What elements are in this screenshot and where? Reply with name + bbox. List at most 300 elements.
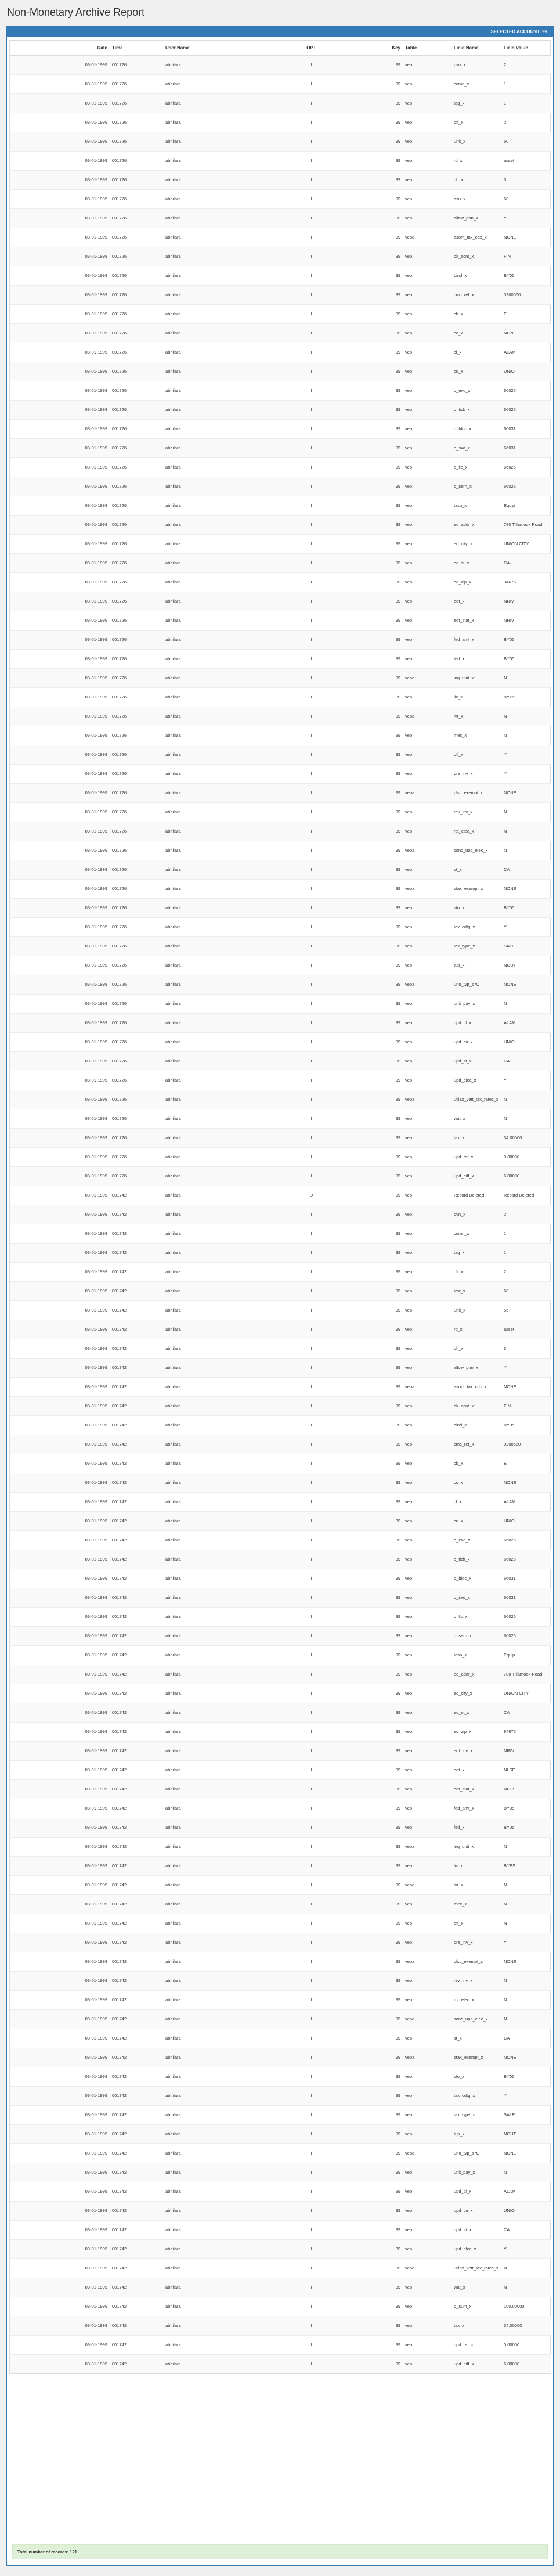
table-row <box>10 1224 551 1243</box>
field-name-cell: cmc_ref_x <box>451 285 501 304</box>
table-header-row <box>10 41 551 55</box>
table-row <box>10 1914 551 1933</box>
key-cell: 99 <box>375 1779 403 1799</box>
field-name-cell: tax_type_x <box>451 936 501 956</box>
table-row <box>10 2278 551 2297</box>
table-cell: vep <box>403 1933 451 1952</box>
field-value-cell: BY05 <box>501 649 551 668</box>
table-cell: vep <box>403 2297 451 2316</box>
time-cell: 001742 <box>110 2067 163 2086</box>
key-cell: 99 <box>375 592 403 611</box>
field-value-cell: BYPS <box>501 687 551 707</box>
time-cell: 001726 <box>110 208 163 228</box>
time-cell: 001742 <box>110 1339 163 1358</box>
opt-cell: I <box>247 1013 375 1032</box>
table-row <box>10 2239 551 2258</box>
column-header-opt[interactable]: OPT <box>247 41 375 55</box>
field-value-cell: 60 <box>501 1281 551 1300</box>
time-cell: 001742 <box>110 1760 163 1779</box>
key-cell: 99 <box>375 1741 403 1760</box>
key-cell: 99 <box>375 1722 403 1741</box>
table-cell: vep <box>403 1281 451 1300</box>
field-value-cell: NONE <box>501 323 551 343</box>
table-cell: vep <box>403 1358 451 1377</box>
time-cell: 001742 <box>110 1914 163 1933</box>
field-name-cell: bk_acnt_x <box>451 1396 501 1415</box>
opt-cell: I <box>247 783 375 802</box>
key-cell: 99 <box>375 2009 403 2029</box>
time-cell: 001726 <box>110 841 163 860</box>
user-name-cell: abhilara <box>163 285 247 304</box>
table-cell: vepa <box>403 879 451 898</box>
date-cell: 03-01-1999 <box>10 228 110 247</box>
date-cell: 03-01-1999 <box>10 515 110 534</box>
field-name-cell: wat_x <box>451 1109 501 1128</box>
opt-cell: I <box>247 1262 375 1281</box>
opt-cell: I <box>247 2067 375 2086</box>
panel-heading <box>7 26 553 37</box>
field-name-cell: tag_x <box>451 93 501 113</box>
key-cell: 99 <box>375 1281 403 1300</box>
key-cell: 99 <box>375 2278 403 2297</box>
key-cell: 99 <box>375 2029 403 2048</box>
date-cell: 03-01-1999 <box>10 1799 110 1818</box>
user-name-cell: abhilara <box>163 1186 247 1205</box>
opt-cell: I <box>247 1933 375 1952</box>
time-cell: 001742 <box>110 1894 163 1914</box>
user-name-cell: abhilara <box>163 2067 247 2086</box>
table-cell: vep <box>403 745 451 764</box>
field-name-cell: comn_x <box>451 74 501 93</box>
opt-cell: I <box>247 1684 375 1703</box>
opt-cell: I <box>247 1358 375 1377</box>
opt-cell: I <box>247 2163 375 2182</box>
column-header-time[interactable]: Time <box>110 41 163 55</box>
field-name-cell: lic_x <box>451 687 501 707</box>
field-name-cell: upd_cl_x <box>451 1013 501 1032</box>
field-name-cell: cc_x <box>451 323 501 343</box>
time-cell: 001742 <box>110 1741 163 1760</box>
user-name-cell: abhilara <box>163 208 247 228</box>
table-row <box>10 1741 551 1760</box>
time-cell: 001742 <box>110 2354 163 2373</box>
opt-cell: I <box>247 1511 375 1530</box>
key-cell: 99 <box>375 534 403 553</box>
date-cell: 03-01-1999 <box>10 2048 110 2067</box>
opt-cell: I <box>247 2086 375 2105</box>
field-name-cell: cc_x <box>451 1473 501 1492</box>
key-cell: 99 <box>375 668 403 687</box>
field-value-cell: NRIV <box>501 1741 551 1760</box>
date-cell: 03-01-1999 <box>10 1435 110 1454</box>
date-cell: 03-01-1999 <box>10 1645 110 1665</box>
table-row <box>10 1645 551 1665</box>
table-cell: vep <box>403 74 451 93</box>
table-row <box>10 841 551 860</box>
table-cell: vep <box>403 2124 451 2143</box>
time-cell: 001726 <box>110 132 163 151</box>
field-name-cell: d_lic_x <box>451 457 501 477</box>
field-value-cell: N <box>501 2163 551 2182</box>
opt-cell: I <box>247 917 375 936</box>
table-cell: vep <box>403 1530 451 1550</box>
table-row <box>10 151 551 170</box>
field-name-cell: cl_x <box>451 1492 501 1511</box>
key-cell: 99 <box>375 879 403 898</box>
field-value-cell: CA <box>501 1051 551 1071</box>
user-name-cell: abhilara <box>163 534 247 553</box>
field-value-cell: NONE <box>501 1377 551 1396</box>
table-cell: vep <box>403 285 451 304</box>
field-name-cell: eqt_x <box>451 1760 501 1779</box>
key-cell: 99 <box>375 1262 403 1281</box>
user-name-cell: abhilara <box>163 1645 247 1665</box>
field-value-cell: 0.00000 <box>501 1147 551 1166</box>
column-header-field-name[interactable]: Field Name <box>451 41 501 55</box>
field-name-cell: tax_x <box>451 2316 501 2335</box>
date-cell: 03-01-1999 <box>10 822 110 841</box>
date-cell: 03-01-1999 <box>10 975 110 994</box>
column-header-field-value[interactable]: Field Value <box>501 41 551 55</box>
table-row <box>10 419 551 438</box>
opt-cell: I <box>247 572 375 592</box>
field-name-cell: eqt_stat_x <box>451 611 501 630</box>
time-cell: 001742 <box>110 1607 163 1626</box>
opt-cell: I <box>247 228 375 247</box>
user-name-cell: abhilara <box>163 247 247 266</box>
date-cell: 03-01-1999 <box>10 841 110 860</box>
table-cell: vepa <box>403 707 451 726</box>
opt-cell: I <box>247 649 375 668</box>
user-name-cell: abhilara <box>163 1339 247 1358</box>
opt-cell: I <box>247 2297 375 2316</box>
table-cell: vep <box>403 1722 451 1741</box>
key-cell: 99 <box>375 362 403 381</box>
table-row <box>10 1722 551 1741</box>
user-name-cell: abhilara <box>163 1684 247 1703</box>
key-cell: 99 <box>375 1339 403 1358</box>
user-name-cell: abhilara <box>163 304 247 323</box>
time-cell: 001742 <box>110 2009 163 2029</box>
key-cell: 99 <box>375 2163 403 2182</box>
opt-cell: I <box>247 323 375 343</box>
date-cell: 03-01-1999 <box>10 1128 110 1147</box>
field-value-cell: N <box>501 2278 551 2297</box>
user-name-cell: abhilara <box>163 1990 247 2009</box>
field-name-cell: tup_x <box>451 956 501 975</box>
opt-cell: I <box>247 1722 375 1741</box>
field-value-cell: UNIO <box>501 1511 551 1530</box>
key-cell: 99 <box>375 1435 403 1454</box>
table-row <box>10 572 551 592</box>
table-row <box>10 113 551 132</box>
field-value-cell: N <box>501 994 551 1013</box>
user-name-cell: abhilara <box>163 879 247 898</box>
user-name-cell: abhilara <box>163 1837 247 1856</box>
field-name-cell: mec_x <box>451 726 501 745</box>
field-value-cell: NONE <box>501 228 551 247</box>
key-cell: 99 <box>375 457 403 477</box>
table-row <box>10 1090 551 1109</box>
table-cell: vep <box>403 1684 451 1703</box>
field-name-cell: asont_tax_cdo_x <box>451 228 501 247</box>
table-row <box>10 2201 551 2220</box>
table-row <box>10 745 551 764</box>
user-name-cell: abhilara <box>163 1530 247 1550</box>
user-name-cell: abhilara <box>163 1779 247 1799</box>
date-cell: 03-01-1999 <box>10 1013 110 1032</box>
field-name-cell: eq_zip_x <box>451 1722 501 1741</box>
table-cell: vep <box>403 917 451 936</box>
opt-cell: I <box>247 2029 375 2048</box>
user-name-cell: abhilara <box>163 496 247 515</box>
field-value-cell: 6.00000 <box>501 1166 551 1186</box>
user-name-cell: abhilara <box>163 649 247 668</box>
column-header-date[interactable]: Date <box>10 41 110 55</box>
date-cell: 03-01-1999 <box>10 630 110 649</box>
field-value-cell: NONE <box>501 2143 551 2163</box>
table-row <box>10 630 551 649</box>
time-cell: 001726 <box>110 822 163 841</box>
opt-cell: I <box>247 2354 375 2373</box>
field-name-cell: fed_amt_x <box>451 1799 501 1818</box>
opt-cell: I <box>247 1415 375 1435</box>
field-value-cell: CA <box>501 860 551 879</box>
time-cell: 001742 <box>110 2278 163 2297</box>
key-cell: 99 <box>375 1109 403 1128</box>
user-name-cell: abhilara <box>163 323 247 343</box>
user-name-cell: abhilara <box>163 113 247 132</box>
field-name-cell: allow_phn_x <box>451 1358 501 1377</box>
date-cell: 03-01-1999 <box>10 2105 110 2124</box>
column-header-key[interactable]: Key <box>375 41 403 55</box>
user-name-cell: abhilara <box>163 1818 247 1837</box>
table-cell: vep <box>403 1243 451 1262</box>
opt-cell: I <box>247 1550 375 1569</box>
opt-cell: I <box>247 419 375 438</box>
opt-cell: I <box>247 1990 375 2009</box>
field-name-cell: p_sum_x <box>451 2297 501 2316</box>
user-name-cell: abhilara <box>163 438 247 457</box>
table-cell: vep <box>403 553 451 572</box>
user-name-cell: abhilara <box>163 860 247 879</box>
user-name-cell: abhilara <box>163 1665 247 1684</box>
table-cell: vep <box>403 1032 451 1051</box>
table-cell: vep <box>403 438 451 457</box>
date-cell: 03-01-1999 <box>10 1741 110 1760</box>
key-cell: 99 <box>375 1032 403 1051</box>
date-cell: 03-01-1999 <box>10 151 110 170</box>
table-cell: vep <box>403 1914 451 1933</box>
user-name-cell: abhilara <box>163 93 247 113</box>
field-name-cell: tup_x <box>451 2124 501 2143</box>
user-name-cell: abhilara <box>163 745 247 764</box>
table-row <box>10 496 551 515</box>
user-name-cell: abhilara <box>163 381 247 400</box>
field-value-cell: FIN <box>501 247 551 266</box>
time-cell: 001742 <box>110 2163 163 2182</box>
key-cell: 99 <box>375 2220 403 2239</box>
table-cell: vep <box>403 1224 451 1243</box>
key-cell: 99 <box>375 783 403 802</box>
table-cell: vepa <box>403 668 451 687</box>
date-cell: 03-01-1999 <box>10 936 110 956</box>
opt-cell: I <box>247 1741 375 1760</box>
date-cell: 03-01-1999 <box>10 208 110 228</box>
user-name-cell: abhilara <box>163 457 247 477</box>
time-cell: 001726 <box>110 74 163 93</box>
opt-cell: I <box>247 668 375 687</box>
opt-cell: I <box>247 1779 375 1799</box>
field-value-cell: FIN <box>501 1396 551 1415</box>
key-cell: 99 <box>375 1511 403 1530</box>
field-name-cell: lvr_x <box>451 1875 501 1894</box>
time-cell: 001726 <box>110 860 163 879</box>
table-cell: vep <box>403 496 451 515</box>
field-value-cell: 1 <box>501 93 551 113</box>
date-cell: 03-01-1999 <box>10 764 110 783</box>
date-cell: 03-01-1999 <box>10 745 110 764</box>
opt-cell: I <box>247 592 375 611</box>
date-cell: 03-01-1999 <box>10 1262 110 1281</box>
table-cell: vep <box>403 2086 451 2105</box>
key-cell: 99 <box>375 1013 403 1032</box>
date-cell: 03-01-1999 <box>10 1396 110 1415</box>
key-cell: 99 <box>375 822 403 841</box>
field-name-cell: off_x <box>451 1262 501 1281</box>
key-cell: 99 <box>375 323 403 343</box>
key-cell: 99 <box>375 936 403 956</box>
field-value-cell: N <box>501 802 551 822</box>
date-cell: 03-01-1999 <box>10 1166 110 1186</box>
opt-cell: I <box>247 2316 375 2335</box>
table-cell: vep <box>403 1741 451 1760</box>
user-name-cell: abhilara <box>163 707 247 726</box>
key-cell: 99 <box>375 1492 403 1511</box>
table-cell: vep <box>403 764 451 783</box>
user-name-cell: abhilara <box>163 2048 247 2067</box>
table-cell: vep <box>403 534 451 553</box>
field-value-cell: 0200560 <box>501 1435 551 1454</box>
field-value-cell: N <box>501 1971 551 1990</box>
field-value-cell: UNIO <box>501 362 551 381</box>
table-row <box>10 55 551 74</box>
table-row <box>10 2124 551 2143</box>
key-cell: 99 <box>375 1186 403 1205</box>
key-cell: 99 <box>375 764 403 783</box>
date-cell: 03-01-1999 <box>10 2354 110 2373</box>
table-row <box>10 553 551 572</box>
key-cell: 99 <box>375 247 403 266</box>
time-cell: 001742 <box>110 2258 163 2278</box>
table-cell: vep <box>403 2354 451 2373</box>
table-row <box>10 1032 551 1051</box>
field-name-cell: plsc_exempt_x <box>451 783 501 802</box>
field-name-cell: rd_x <box>451 1320 501 1339</box>
user-name-cell: abhilara <box>163 1875 247 1894</box>
key-cell: 99 <box>375 1071 403 1090</box>
key-cell: 99 <box>375 1550 403 1569</box>
user-name-cell: abhilara <box>163 1377 247 1396</box>
user-name-cell: abhilara <box>163 1051 247 1071</box>
field-value-cell: 94675 <box>501 572 551 592</box>
date-cell: 03-01-1999 <box>10 1779 110 1799</box>
table-cell: vep <box>403 1703 451 1722</box>
opt-cell: I <box>247 1837 375 1856</box>
user-name-cell: abhilara <box>163 2316 247 2335</box>
date-cell: 03-01-1999 <box>10 132 110 151</box>
table-row <box>10 1569 551 1588</box>
opt-cell: I <box>247 189 375 208</box>
time-cell: 001742 <box>110 1473 163 1492</box>
date-cell: 03-01-1999 <box>10 2029 110 2048</box>
user-name-cell: abhilara <box>163 822 247 841</box>
date-cell: 03-01-1999 <box>10 1933 110 1952</box>
field-value-cell: 66026 <box>501 1530 551 1550</box>
field-name-cell: cu_x <box>451 362 501 381</box>
user-name-cell: abhilara <box>163 1588 247 1607</box>
field-name-cell: inq_unit_x <box>451 668 501 687</box>
field-value-cell: asset <box>501 1320 551 1339</box>
key-cell: 99 <box>375 860 403 879</box>
field-value-cell: E <box>501 1454 551 1473</box>
field-value-cell: 66026 <box>501 1550 551 1569</box>
user-name-cell: abhilara <box>163 1626 247 1645</box>
key-cell: 99 <box>375 208 403 228</box>
column-header-user-name[interactable]: User Name <box>163 41 247 55</box>
table-cell: vepa <box>403 1377 451 1396</box>
user-name-cell: abhilara <box>163 2029 247 2048</box>
time-cell: 001726 <box>110 438 163 457</box>
opt-cell: I <box>247 1703 375 1722</box>
date-cell: 03-01-1999 <box>10 956 110 975</box>
key-cell: 99 <box>375 400 403 419</box>
opt-cell: I <box>247 802 375 822</box>
date-cell: 03-01-1999 <box>10 1588 110 1607</box>
time-cell: 001726 <box>110 994 163 1013</box>
opt-cell: I <box>247 93 375 113</box>
opt-cell: I <box>247 2124 375 2143</box>
field-name-cell: d_sern_x <box>451 477 501 496</box>
opt-cell: I <box>247 1032 375 1051</box>
field-name-cell: rev_inv_x <box>451 1971 501 1990</box>
field-value-cell: 2 <box>501 1205 551 1224</box>
field-name-cell: mec_x <box>451 1894 501 1914</box>
table-cell: vep <box>403 2239 451 2258</box>
time-cell: 001742 <box>110 2239 163 2258</box>
table-cell: vepa <box>403 2048 451 2067</box>
table-row <box>10 1492 551 1511</box>
field-value-cell: Y <box>501 2086 551 2105</box>
key-cell: 99 <box>375 1090 403 1109</box>
key-cell: 99 <box>375 113 403 132</box>
key-cell: 99 <box>375 1358 403 1377</box>
key-cell: 99 <box>375 1300 403 1320</box>
date-cell: 03-01-1999 <box>10 170 110 189</box>
date-cell: 03-01-1999 <box>10 400 110 419</box>
field-value-cell: 100.00000 <box>501 2297 551 2316</box>
date-cell: 03-01-1999 <box>10 783 110 802</box>
opt-cell: I <box>247 2220 375 2239</box>
table-row <box>10 323 551 343</box>
column-header-table[interactable]: Table <box>403 41 451 55</box>
time-cell: 001726 <box>110 419 163 438</box>
time-cell: 001742 <box>110 1530 163 1550</box>
time-cell: 001726 <box>110 170 163 189</box>
key-cell: 99 <box>375 802 403 822</box>
user-name-cell: abhilara <box>163 1032 247 1051</box>
date-cell: 03-01-1999 <box>10 726 110 745</box>
